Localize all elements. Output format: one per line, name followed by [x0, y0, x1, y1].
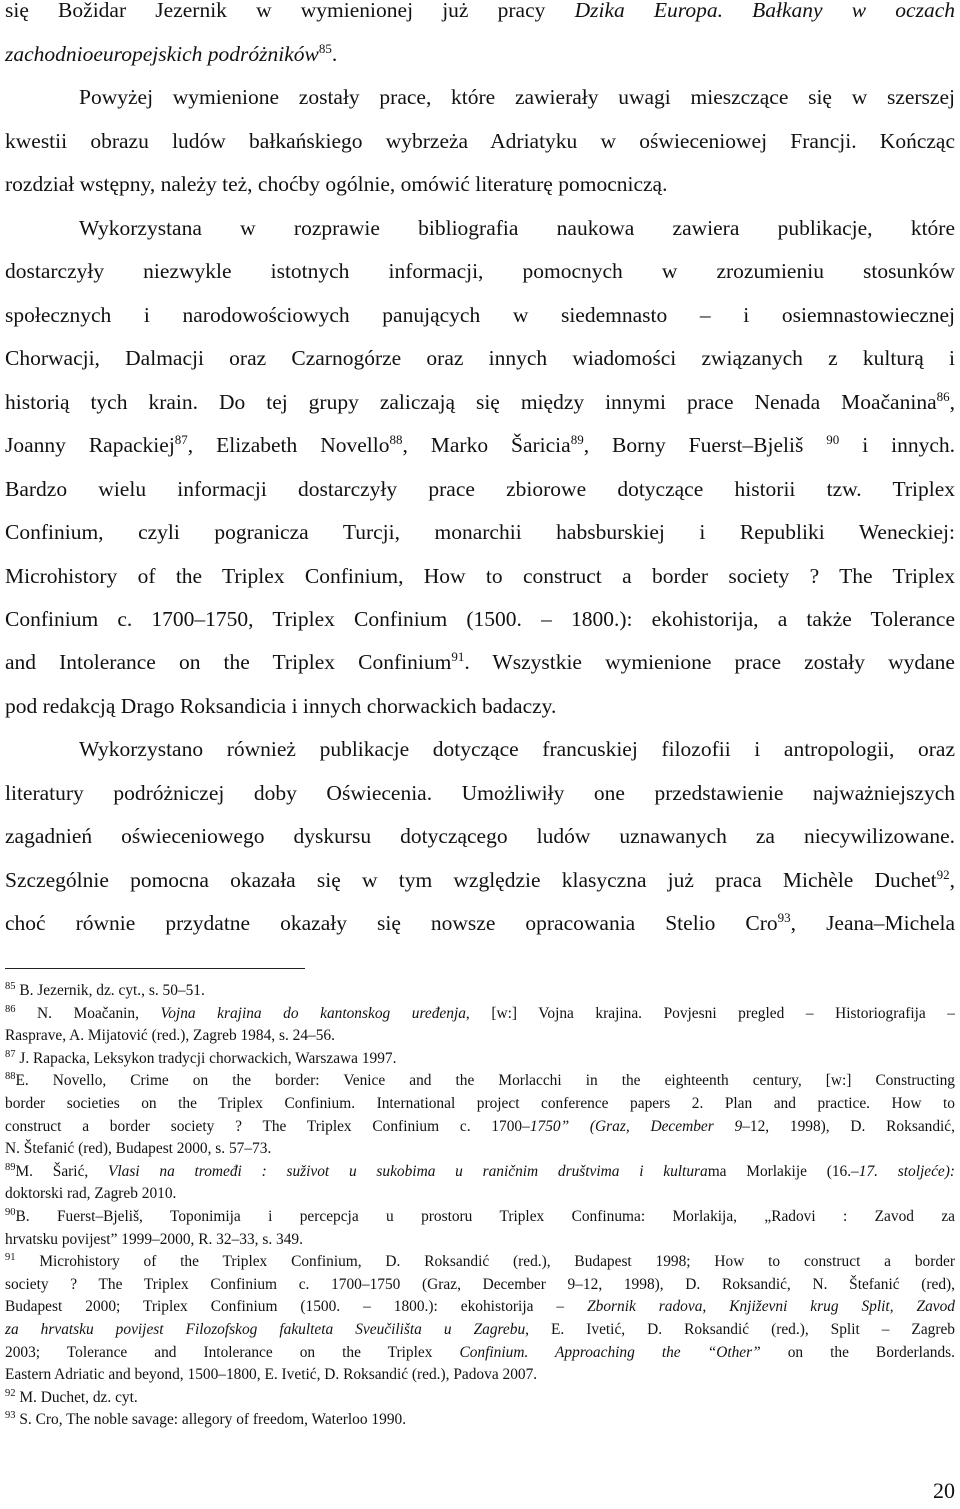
body-line: społecznych i narodowościowych panujących w siedemnasto – i osiemnastowiecznej [5, 303, 955, 327]
body-line: rozdział wstępny, należy też, choćby ogólnie, omówić literaturę pomocniczą. [5, 172, 668, 196]
footnote-line: border societies on the Triplex Confinium. International project conference papers 2. Plan and practice. How to [5, 1094, 955, 1112]
footnote [5, 1251, 955, 1387]
footnote-line: $^{88}$E. Novello, Crime on the border: Venice and the Morlacchi in the eighteenth century, [w:] Constructing [5, 1071, 955, 1090]
footnote [5, 1387, 955, 1410]
footnote-line: $^{92}$ M. Duchet, dz. cyt. [5, 1387, 138, 1406]
footnote [5, 1206, 955, 1251]
body-line: Confinium c. 1700–1750, Triplex Confinium (1500. – 1800.): ekohistorija, a także Tolerance [5, 607, 955, 631]
footnote [5, 1409, 955, 1432]
footnote-line: $^{86}$ N. Moačanin, Vojna krajina do kantonskog uređenja, [w:] Vojna krajina. Povjesni pregled – Historiografija – [5, 1003, 955, 1022]
footnote-line: society ? The Triplex Confinium c. 1700–1750 (Graz, December 9–12, 1998), D. Roksandić, N. Štefanić (red), [5, 1275, 955, 1293]
body-line: zachodnioeuropejskich podróżników$^{85}$. [5, 40, 338, 66]
footnote-line: $^{85}$ B. Jezernik, dz. cyt., s. 50–51. [5, 980, 205, 999]
body-line: and Intolerance on the Triplex Confinium$^{91}$. Wszystkie wymienione prace zostały wydane [5, 648, 955, 674]
footnote-line: $^{91}$ Microhistory of the Triplex Confinium, D. Roksandić (red.), Budapest 1998; How to construct a border [5, 1252, 955, 1271]
footnote-line: 2003; Tolerance and Intolerance on the Triplex Confinium. Approaching the “Other” on the Borderlands. [5, 1343, 956, 1361]
footnote-line: $^{87}$ J. Rapacka, Leksykon tradycji chorwackich, Warszawa 1997. [5, 1048, 397, 1067]
body-line: Wykorzystano również publikacje dotyczące francuskiej filozofii i antropologii, oraz [79, 737, 955, 761]
body-line: Microhistory of the Triplex Confinium, How to construct a border society ? The Triplex [5, 564, 955, 588]
body-line: historią tych krain. Do tej grupy zaliczają się między innymi prace Nenada Moačanina$^{86}$, [5, 388, 955, 414]
body-line: Bardzo wielu informacji dostarczyły prace zbiorowe dotyczące historii tzw. Triplex [5, 477, 955, 501]
body-line: choć równie przydatne okazały się nowsze opracowania Stelio Cro$^{93}$, Jeana–Michela [5, 909, 956, 935]
footnote-line: hrvatsku povijest” 1999–2000, R. 32–33, s. 349. [5, 1230, 303, 1248]
body-line: pod redakcją Drago Roksandicia i innych chorwackich badaczy. [5, 694, 557, 718]
footnote-line: za hrvatsku povijest Filozofskog fakulteta Sveučilišta u Zagrebu, E. Ivetić, D. Roksandić (red.), Split – Zagreb [5, 1320, 956, 1338]
body-line: Szczególnie pomocna okazała się w tym względzie klasyczna już praca Michèle Duchet$^{92}$, [5, 866, 955, 892]
footnote-line: doktorski rad, Zagreb 2010. [5, 1185, 177, 1203]
body-line: Powyżej wymienione zostały prace, które zawierały uwagi mieszczące się w szerszej [79, 85, 955, 109]
body-line: Chorwacji, Dalmacji oraz Czarnogórze oraz innych wiadomości związanych z kulturą i [5, 346, 955, 370]
footnote [5, 980, 955, 1003]
body-line: Confinium, czyli pogranicza Turcji, monarchii habsburskiej i Republiki Weneckiej: [5, 520, 955, 544]
body-line: dostarczyły niezwykle istotnych informacji, pomocnych w zrozumieniu stosunków [5, 259, 955, 283]
footnote-separator [5, 968, 305, 969]
body-line: literatury podróżniczej doby Oświecenia. Umożliwiły one przedstawienie najważniejszych [5, 781, 955, 805]
body-line: Joanny Rapackiej$^{87}$, Elizabeth Novello$^{88}$, Marko Šaricia$^{89}$, Borny Fuerst–Bjeliš $^{90}$ i innych. [5, 431, 955, 457]
body-line: Wykorzystana w rozprawie bibliografia naukowa zawiera publikacje, które [79, 216, 955, 240]
footnote [5, 1070, 955, 1160]
body-line: zagadnień oświeceniowego dyskursu dotyczącego ludów uznawanych za niecywilizowane. [5, 824, 955, 848]
footnote [5, 1161, 955, 1206]
page-number: 20 [933, 1478, 955, 1503]
body-line: się Božidar Jezernik w wymienionej już pracy Dzika Europa. Bałkany w oczach [5, 0, 955, 22]
footnote-line: $^{93}$ S. Cro, The noble savage: allegory of freedom, Waterloo 1990. [5, 1410, 407, 1429]
footnote-line: $^{90}$B. Fuerst–Bjeliš, Toponimija i percepcja u prostoru Triplex Confinuma: Morlakija, „Radovi : Zavod za [5, 1206, 955, 1225]
footnote-line: construct a border society ? The Triplex Confinium c. 1700–1750” (Graz, December 9–12, 1998), D. Roksandić, [5, 1117, 955, 1135]
body-line: kwestii obrazu ludów bałkańskiego wybrzeża Adriatyku w oświeceniowej Francji. Kończąc [5, 129, 955, 153]
footnote [5, 1003, 955, 1048]
footnotes [5, 980, 955, 1432]
footnote-line: Budapest 2000; Triplex Confinium (1500. – 1800.): ekohistorija – Zbornik radova, Književni krug Split, Zavod [5, 1298, 956, 1316]
footnote [5, 1048, 955, 1071]
footnote-line: Eastern Adriatic and beyond, 1500–1800, E. Ivetić, D. Roksandić (red.), Padova 2007. [5, 1366, 538, 1384]
footnote-line: $^{89}$M. Šarić, Vlasi na tromeđi : suživot u sukobima u raničnim društvima i kulturama Morlakije (16.–17. stoljeće): [5, 1161, 956, 1180]
footnote-line: Rasprave, A. Mijatović (red.), Zagreb 1984, s. 24–56. [5, 1027, 335, 1045]
footnote-line: N. Štefanić (red), Budapest 2000, s. 57–73. [5, 1140, 272, 1158]
